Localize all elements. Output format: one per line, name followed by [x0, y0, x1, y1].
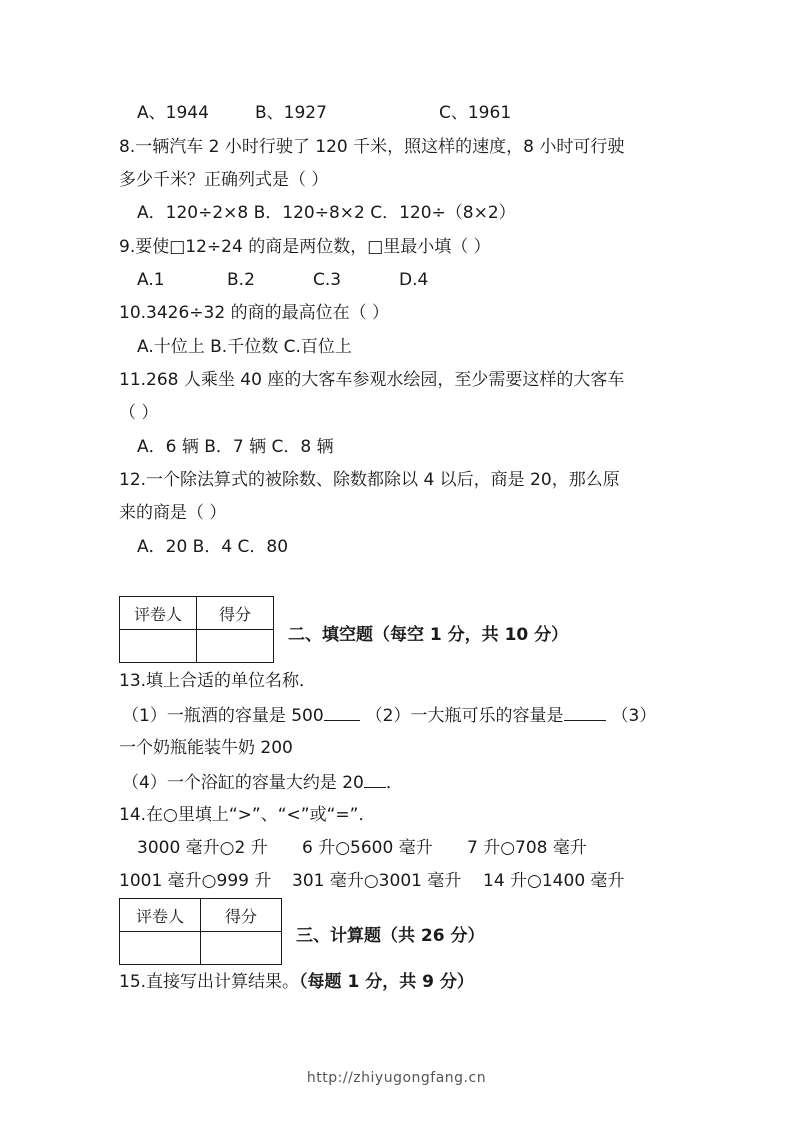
q13-part4-line — [122, 771, 403, 794]
q13-blank-1[interactable] — [324, 704, 360, 721]
grader-cell — [120, 630, 197, 663]
q9-option-a: A.1 — [137, 270, 165, 290]
q10-options: A.十位上 B.千位数 C.百位上 — [137, 337, 352, 357]
q14-item-6: 14 升○1400 毫升 — [483, 871, 625, 891]
q11-stem-line1: 11.268 人乘坐 40 座的大客车参观水绘园，至少需要这样的大客车 — [119, 370, 625, 390]
q10-stem: 10.3426÷32 的商的最高位在（ ） — [119, 303, 389, 323]
q12-stem-line2: 来的商是（ ） — [119, 503, 227, 523]
q13-part4-end: ． — [385, 773, 403, 793]
section3-title: 三、计算题（共 26 分） — [296, 926, 485, 946]
q14-item-1: 3000 毫升○2 升 — [137, 838, 268, 858]
q14-row2 — [119, 870, 625, 892]
grader-header: 评卷人 — [120, 597, 197, 630]
q15-line — [119, 971, 474, 993]
q7-options — [137, 102, 511, 124]
q14-stem: 14.在○里填上“>”、“<”或“=”． — [119, 805, 376, 825]
score-header: 得分 — [197, 597, 274, 630]
q7-option-b: B、1927 — [255, 103, 327, 123]
q15-stem: 15.直接写出计算结果。 — [119, 972, 300, 992]
score-cell — [197, 630, 274, 663]
q11-stem-line2: （ ） — [119, 403, 159, 423]
q14-item-4: 1001 毫升○999 升 — [119, 871, 272, 891]
q8-stem-line1: 8.一辆汽车 2 小时行驶了 120 千米，照这样的速度，8 小时可行驶 — [119, 137, 625, 157]
q13-part3-label: （3） — [611, 706, 657, 726]
q14-row1 — [137, 837, 587, 859]
q9-option-b: B.2 — [227, 270, 255, 290]
q13-part3-text: 一个奶瓶能装牛奶 200 — [119, 738, 293, 758]
score-table-section2 — [119, 596, 274, 663]
q7-option-c: C、1961 — [439, 103, 512, 123]
q14-item-5: 301 毫升○3001 毫升 — [292, 871, 462, 891]
footer-url: http://zhiyugongfang.cn — [306, 1070, 487, 1086]
grader-cell — [120, 932, 201, 965]
q12-stem-line1: 12.一个除法算式的被除数、除数都除以 4 以后，商是 20，那么原 — [119, 470, 620, 490]
q13-part2-text: （2）一大瓶可乐的容量是 — [365, 706, 564, 726]
q9-option-d: D.4 — [399, 270, 429, 290]
q11-options: A．6 辆 B．7 辆 C．8 辆 — [137, 437, 334, 457]
q8-options: A．120÷2×8 B．120÷8×2 C．120÷（8×2） — [137, 203, 516, 223]
score-table-section3 — [119, 898, 282, 965]
q9-options — [137, 269, 428, 291]
q13-blank-4[interactable] — [364, 771, 386, 788]
q14-item-3: 7 升○708 毫升 — [467, 838, 587, 858]
q8-stem-line2: 多少千米？正确列式是（ ） — [119, 170, 329, 190]
section2-title: 二、填空题（每空 1 分，共 10 分） — [288, 625, 569, 645]
q13-part4-text: （4）一个浴缸的容量大约是 20 — [122, 773, 364, 793]
score-cell — [201, 932, 282, 965]
q13-part1-text: （1）一瓶酒的容量是 500 — [122, 706, 324, 726]
q7-option-a: A、1944 — [137, 103, 209, 123]
q13-blank-2[interactable] — [564, 704, 606, 721]
q9-option-c: C.3 — [313, 270, 342, 290]
q9-stem: 9.要使□12÷24 的商是两位数，□里最小填（ ） — [119, 237, 491, 257]
q15-score: （每题 1 分，共 9 分） — [299, 972, 474, 992]
q14-item-2: 6 升○5600 毫升 — [302, 838, 433, 858]
grader-header: 评卷人 — [120, 899, 201, 932]
q13-part1-line — [122, 704, 656, 727]
score-header: 得分 — [201, 899, 282, 932]
q13-stem: 13.填上合适的单位名称． — [119, 671, 317, 691]
q12-options: A．20 B．4 C．80 — [137, 537, 289, 557]
